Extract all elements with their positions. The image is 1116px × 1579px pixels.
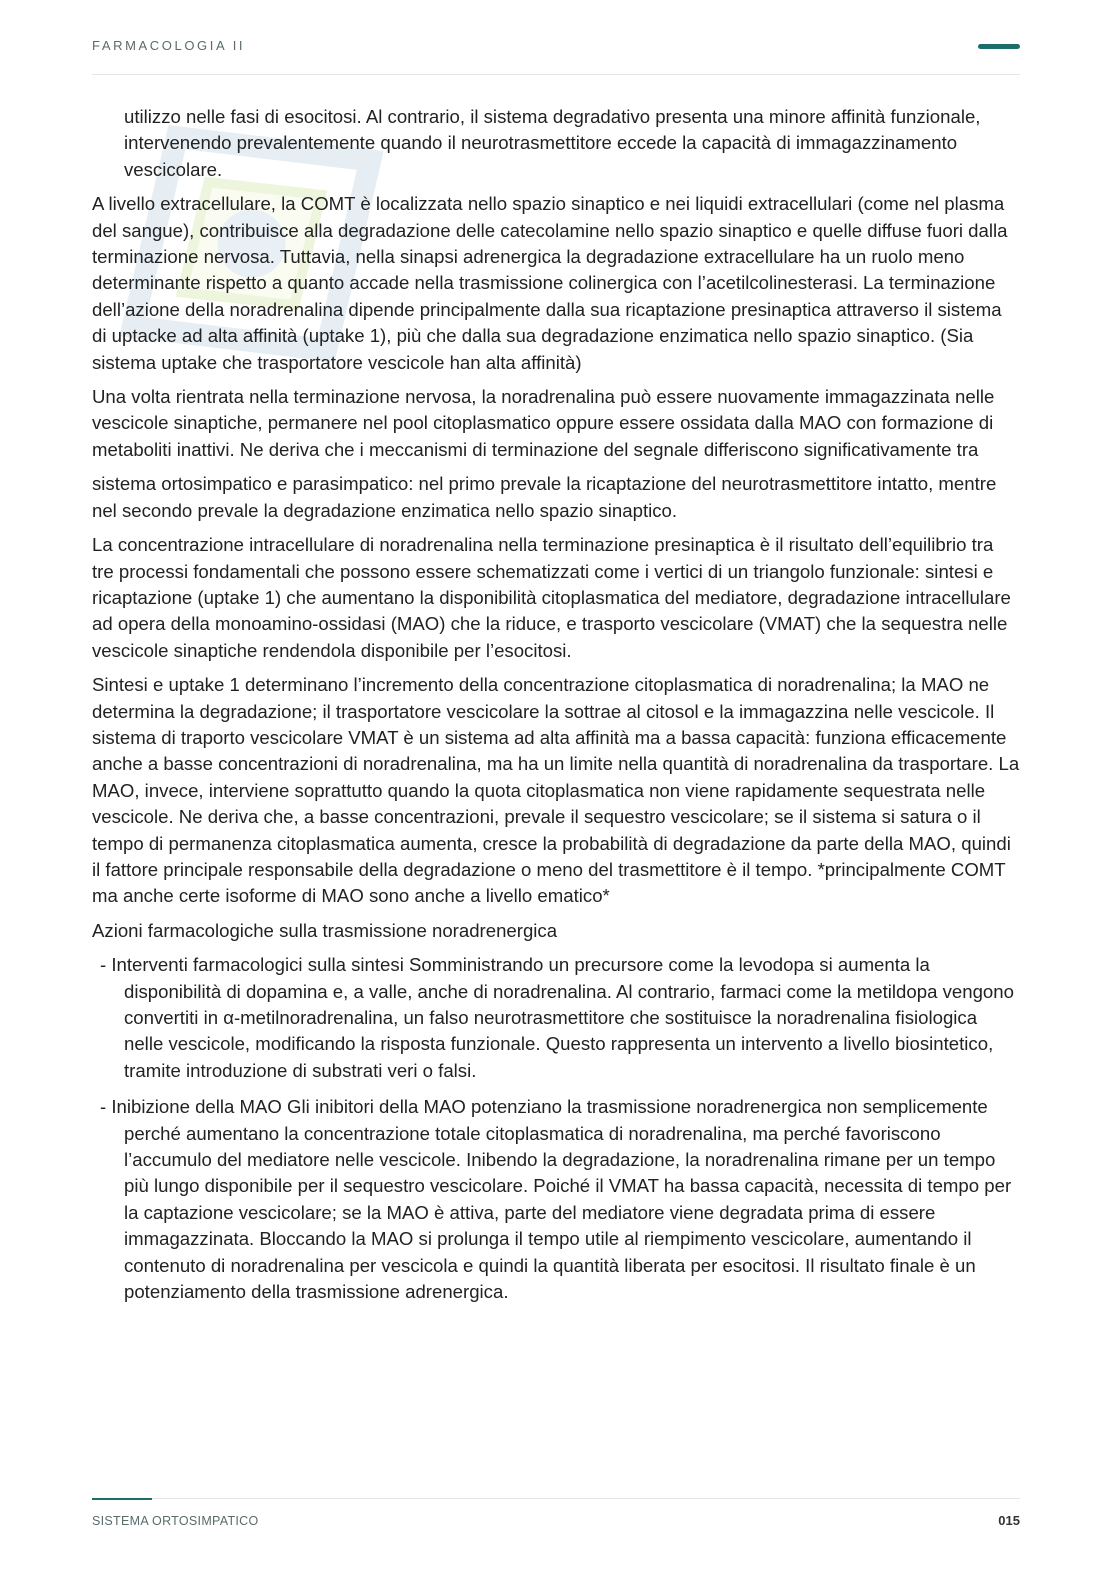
- paragraph-comt: A livello extracellulare, la COMT è localizzata nello spazio sinaptico e nei liquidi extracellulari (come nel plasma del sangue), contribuisce alla degradazione delle catecolamine nello spazio sinaptico e quelle diffuse fuori dalla terminazione nervosa. Tuttavia, nella sinapsi adrenergica la degradazione extracellulare ha un ruolo meno determinante rispetto a quanto accade nella trasmissione colinergica con l’acetilcolinesterasi. La terminazione dell’azione della noradrenalina dipende principalmente dalla sua ricaptazione presinaptica attraverso il sistema di uptacke ad alta affinità (uptake 1), più che dalla sua degradazione enzimatica nello spazio sinaptico. (Sia sistema uptake che trasportatore vescicole han alta affinità): [92, 193, 1008, 373]
- list-item-synthesis: - Interventi farmacologici sulla sintesi Somministrando un precursore come la levodopa si aumenta la disponibilità di dopamina e, a valle, anche di noradrenalina. Al contrario, farmaci come la metildopa vengono convertiti in α-metilnoradrenalina, un falso neurotrasmettitore che sostituisce la noradrenalina fisiologica nelle vescicole, modificando la risposta funzionale. Questo rappresenta un intervento a livello biosintetico, tramite introduzione di substrati veri o falsi.: [100, 954, 1014, 1081]
- page-body: [92, 104, 1020, 1315]
- footer-section-title: SISTEMA ORTOSIMPATICO: [92, 1514, 259, 1528]
- page-number: 015: [998, 1513, 1020, 1528]
- paragraph-reuptake: Una volta rientrata nella terminazione nervosa, la noradrenalina può essere nuovamente immagazzinata nelle vescicole sinaptiche, permanere nel pool citoplasmatico oppure essere ossidata dalla MAO con formazione di metaboliti inattivi. Ne deriva che i meccanismi di terminazione del segnale differiscono significativamente tra: [92, 386, 995, 460]
- paragraph-ortho-para: sistema ortosimpatico e parasimpatico: nel primo prevale la ricaptazione del neurotrasmettitore intatto, mentre nel secondo prevale la degradazione enzimatica nello spazio sinaptico.: [92, 473, 997, 521]
- list-item-mao-inhibition: - Inibizione della MAO Gli inibitori della MAO potenziano la trasmissione noradrenergica non semplicemente perché aumentano la concentrazione totale citoplasmatica di noradrenalina, ma perché favoriscono l’accumulo del mediatore nelle vescicole. Inibendo la degradazione, la noradrenalina rimane per un tempo più lungo disponibile per il sequestro vescicolare. Poiché il VMAT ha bassa capacità, necessita di tempo per la captazione vescicolare; se la MAO è attiva, parte del mediatore viene degradata prima di essere immagazzinata. Bloccando la MAO si prolunga il tempo utile al riempimento vescicolare, aumentando il contenuto di noradrenalina per vescicola e quindi la quantità liberata per esocitosi. Il risultato finale è un potenziamento della trasmissione adrenergica.: [100, 1096, 1012, 1303]
- footer-divider: [152, 1498, 1020, 1499]
- footer-accent-bar: [92, 1498, 152, 1500]
- header-accent-bar: [978, 44, 1020, 49]
- paragraph-continuation: utilizzo nelle fasi di esocitosi. Al contrario, il sistema degradativo presenta una minore affinità funzionale, intervenendo prevalentemente quando il neurotrasmettitore eccede la capacità di immagazzinamento vescicolare.: [124, 106, 981, 180]
- paragraph-triangle: La concentrazione intracellulare di noradrenalina nella terminazione presinaptica è il risultato dell’equilibrio tra tre processi fondamentali che possono essere schematizzati come i vertici di un triangolo funzionale: sintesi e ricaptazione (uptake 1) che aumentano la disponibilità citoplasmatica del mediatore, degradazione intracellulare ad opera della monoamino-ossidasi (MAO) che la riduce, e trasporto vescicolare (VMAT) che la sequestra nelle vescicole sinaptiche rendendola disponibile per l’esocitosi.: [92, 534, 1011, 661]
- running-header-title: FARMACOLOGIA II: [92, 38, 246, 53]
- section-heading-pharmacological-actions: Azioni farmacologiche sulla trasmissione noradrenergica: [92, 919, 558, 941]
- paragraph-vmat-mao: Sintesi e uptake 1 determinano l’incremento della concentrazione citoplasmatica di noradrenalina; la MAO ne determina la degradazione; il trasportatore vescicolare la sottrae al citosol e la immagazzina nelle vescicole. Il sistema di traporto vescicolare VMAT è un sistema ad alta affinità ma a bassa capacità: funziona efficacemente anche a basse concentrazioni di noradrenalina, ma ha un limite nella quantità di noradrenalina da trasportare. La MAO, invece, interviene soprattutto quando la quota citoplasmatica non viene rapidamente sequestrata nelle vescicole. Ne deriva che, a basse concentrazioni, prevale il sequestro vescicolare; se il sistema si satura o il tempo di permanenza citoplasmatica aumenta, cresce la probabilità di degradazione da parte della MAO, quindi il fattore principale responsabile della degradazione o meno del trasmettitore è il tempo. *principalmente COMT ma anche certe isoforme di MAO sono anche a livello ematico*: [92, 674, 1020, 907]
- header-divider: [92, 74, 1020, 75]
